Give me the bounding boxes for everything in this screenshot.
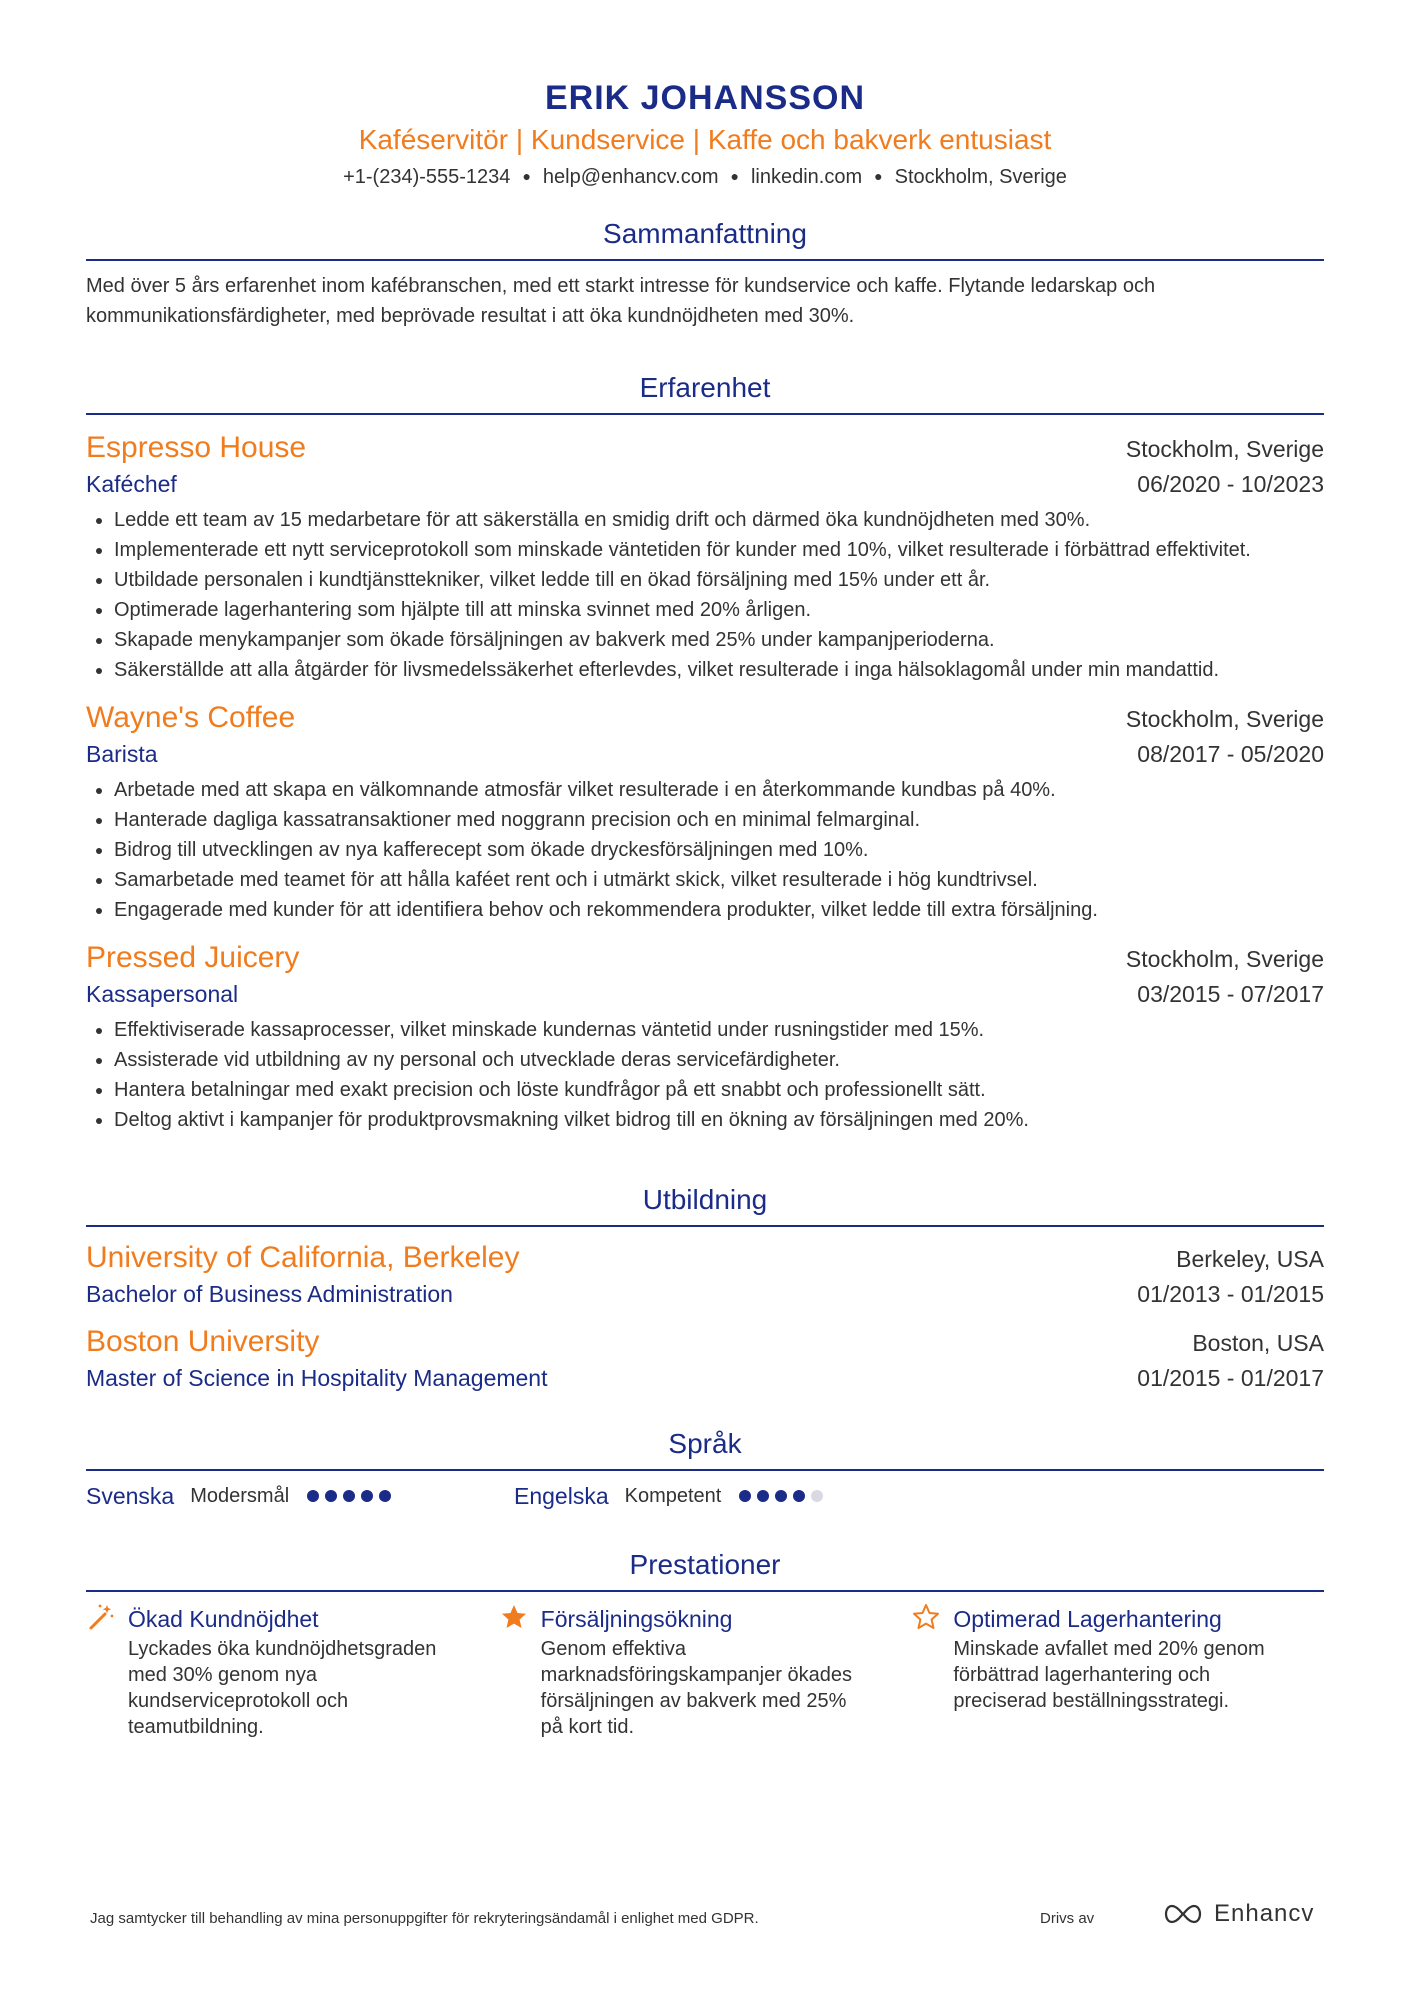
bullet: • Bidrog till utvecklingen av nya kafferecept som ökade dryckesförsäljningen med 10%. [114, 835, 1324, 865]
achievement-entry [911, 1602, 1324, 1740]
candidate-title: Kaféservitör | Kundservice | Kaffe och bakverk entusiast [358, 124, 1052, 155]
language-level: Modersmål [190, 1485, 290, 1507]
education-entry [86, 1239, 1324, 1311]
rating-dot-filled [793, 1490, 805, 1502]
education-dates: 01/2013 - 01/2015 [1137, 1281, 1324, 1307]
achievement-text: Lyckades öka kundnöjdhetsgraden med 30% genom nya kundserviceprotokoll och teamutbildning. [128, 1638, 437, 1738]
bullet: • Effektiviserade kassaprocesser, vilket minskade kundernas väntetid under rusningstider med 15%. [114, 1015, 1324, 1045]
education-entry [86, 1323, 1324, 1395]
linkedin: linkedin.com [750, 166, 863, 188]
summary-text: Med över 5 års erfarenhet inom kafébranschen, med ett starkt intresse för kundservice och kaffe. Flytande ledarskap och kommunikationsfärdigheter, med beprövade resultat i att öka kundnöjdheten med 30%. [86, 275, 1156, 327]
page-footer [90, 1898, 1320, 1938]
language-rating [307, 1488, 397, 1506]
bullet: • Implementerade ett nytt serviceprotokoll som minskade väntetiden för kunder med 10%, vilket resulterade i förbättrad effektivitet. [114, 535, 1324, 565]
job-entry [86, 939, 1324, 1135]
section-title: Utbildning [86, 1181, 1324, 1227]
enhancv-infinity-icon [1160, 1902, 1206, 1926]
candidate-name: ERIK JOHANSSON [544, 79, 866, 117]
achievement-title: Försäljningsökning [540, 1606, 733, 1632]
job-bullets [86, 1015, 1324, 1135]
company-name: Pressed Juicery [86, 941, 300, 974]
bullet: • Engagerade med kunder för att identifiera behov och rekommendera produkter, vilket ledde till extra försäljning. [114, 895, 1324, 925]
achievement-text: Genom effektiva marknadsföringskampanjer ökades försäljningen av bakverk med 25% på kort tid. [540, 1638, 852, 1738]
resume-page [86, 0, 1324, 1740]
school-location: Boston, USA [1192, 1330, 1324, 1356]
languages-section [86, 1425, 1324, 1510]
rating-dot-filled [361, 1490, 373, 1502]
bullet: • Samarbetade med teamet för att hålla kaféet rent och i utmärkt skick, vilket resulterade i hög kundtrivsel. [114, 865, 1324, 895]
brand-name: Enhancv [1214, 1900, 1315, 1927]
achievement-title: Optimerad Lagerhantering [953, 1606, 1222, 1632]
degree: Bachelor of Business Administration [86, 1281, 453, 1307]
separator-dot: ● [730, 168, 739, 184]
achievement-text: Minskade avfallet med 20% genom förbättrad lagerhantering och preciserad beställningsstrategi. [953, 1638, 1265, 1712]
language-name: Svenska [86, 1483, 175, 1509]
job-location: Stockholm, Sverige [1125, 946, 1324, 972]
job-role: Kassapersonal [86, 981, 239, 1007]
separator-dot: ● [522, 168, 531, 184]
bullet: • Hanterade dagliga kassatransaktioner med noggrann precision och en minimal felmarginal. [114, 805, 1324, 835]
school-name: University of California, Berkeley [86, 1241, 520, 1274]
rating-dot-filled [343, 1490, 355, 1502]
section-title: Prestationer [86, 1546, 1324, 1592]
achievement-title: Ökad Kundnöjdhet [128, 1606, 319, 1632]
bullet: • Hantera betalningar med exakt precision och löste kundfrågor på ett snabbt och professionellt sätt. [114, 1075, 1324, 1105]
language-name: Engelska [514, 1483, 609, 1509]
job-role: Barista [86, 741, 158, 767]
bullet: • Assisterade vid utbildning av ny personal och utvecklade deras servicefärdigheter. [114, 1045, 1324, 1075]
email: help@enhancv.com [542, 166, 719, 188]
job-bullets [86, 775, 1324, 925]
job-location: Stockholm, Sverige [1125, 436, 1324, 462]
rating-dot-empty [811, 1490, 823, 1502]
section-title: Sammanfattning [86, 215, 1324, 261]
job-dates: 06/2020 - 10/2023 [1137, 471, 1324, 497]
job-location: Stockholm, Sverige [1125, 706, 1324, 732]
bullet: • Ledde ett team av 15 medarbetare för att säkerställa en smidig drift och därmed öka kundnöjdheten med 30%. [114, 505, 1324, 535]
school-location: Berkeley, USA [1176, 1246, 1324, 1272]
job-entry [86, 699, 1324, 925]
separator-dot: ● [874, 168, 883, 184]
achievements-section [86, 1546, 1324, 1740]
bullet: • Optimerade lagerhantering som hjälpte till att minska svinnet med 20% årligen. [114, 595, 1324, 625]
summary-section [86, 215, 1324, 331]
bullet: • Skapade menykampanjer som ökade försäljningen av bakverk med 25% under kampanjperioderna. [114, 625, 1324, 655]
gdpr-consent-text: Jag samtycker till behandling av mina personuppgifter för rekryteringsändamål i enlighet med GDPR. [90, 1910, 759, 1927]
job-dates: 08/2017 - 05/2020 [1137, 741, 1324, 767]
star-filled-icon [499, 1602, 529, 1632]
rating-dot-filled [379, 1490, 391, 1502]
education-section [86, 1181, 1324, 1395]
education-dates: 01/2015 - 01/2017 [1137, 1365, 1324, 1391]
rating-dot-filled [325, 1490, 337, 1502]
resume-header [86, 0, 1324, 191]
achievement-entry [86, 1602, 499, 1740]
job-bullets [86, 505, 1324, 685]
rating-dot-filled [307, 1490, 319, 1502]
company-name: Espresso House [86, 431, 307, 464]
bullet: • Deltog aktivt i kampanjer för produktprovsmakning vilket bidrog till en ökning av försäljningen med 20%. [114, 1105, 1324, 1135]
phone: +1-(234)-555-1234 [343, 166, 511, 188]
bullet: • Säkerställde att alla åtgärder för livsmedelssäkerhet efterlevdes, vilket resulterade i inga hälsoklagomål under min mandattid. [114, 655, 1324, 685]
language-rating [739, 1488, 829, 1506]
language-entry [514, 1483, 942, 1510]
degree: Master of Science in Hospitality Management [86, 1365, 548, 1391]
rating-dot-filled [775, 1490, 787, 1502]
section-title: Erfarenhet [86, 369, 1324, 415]
job-role: Kaféchef [86, 471, 177, 497]
contact-line [86, 162, 1324, 191]
star-outline-icon [911, 1602, 941, 1632]
rating-dot-filled [739, 1490, 751, 1502]
location: Stockholm, Sverige [894, 166, 1067, 188]
school-name: Boston University [86, 1325, 320, 1358]
job-entry [86, 429, 1324, 685]
magic-wand-icon [86, 1602, 116, 1632]
language-entry [86, 1483, 514, 1510]
rating-dot-filled [757, 1490, 769, 1502]
company-name: Wayne's Coffee [86, 701, 296, 734]
job-dates: 03/2015 - 07/2017 [1137, 981, 1324, 1007]
language-level: Kompetent [624, 1485, 722, 1507]
bullet: • Arbetade med att skapa en välkomnande atmosfär vilket resulterade i en återkommande kundbas på 40%. [114, 775, 1324, 805]
experience-section [86, 369, 1324, 1135]
enhancv-logo[interactable] [1160, 1900, 1314, 1928]
section-title: Språk [86, 1425, 1324, 1471]
bullet: • Utbildade personalen i kundtjänsttekniker, vilket ledde till en ökad försäljning med 15% under ett år. [114, 565, 1324, 595]
achievement-entry [499, 1602, 912, 1740]
powered-by-label: Drivs av [1040, 1910, 1095, 1927]
